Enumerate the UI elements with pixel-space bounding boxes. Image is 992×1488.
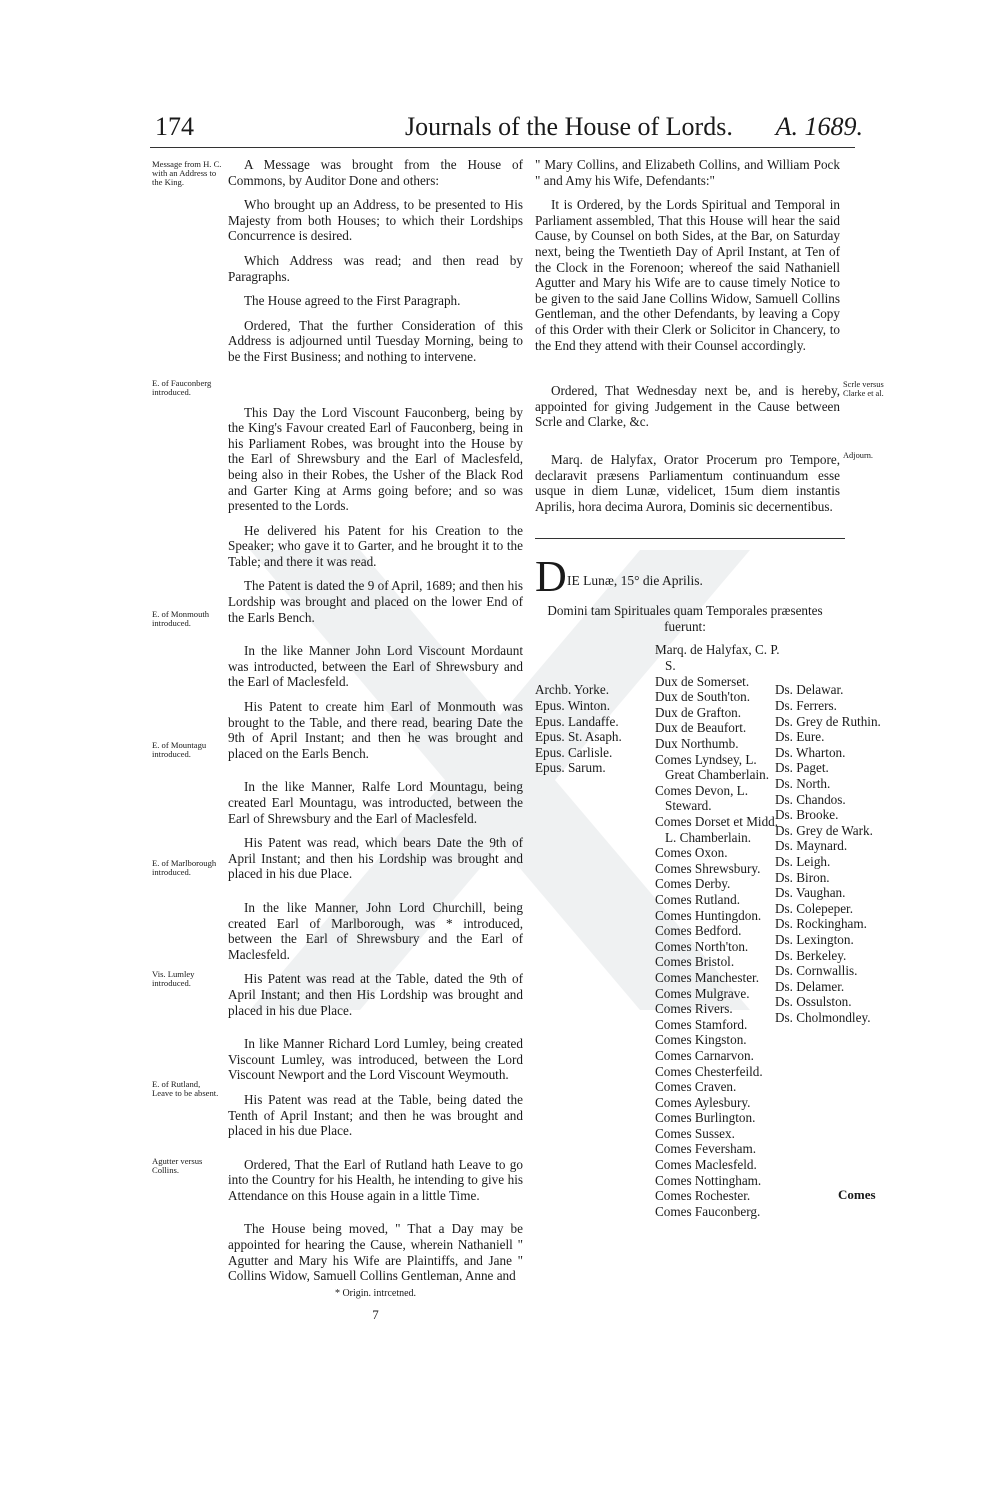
attendance-entry: Dux de Beaufort. xyxy=(655,720,747,736)
attendance-entry: Epus. Carlisle. xyxy=(535,744,613,760)
attendance-entry: Comes Shrewsbury. xyxy=(655,860,761,876)
drop-cap: D xyxy=(535,552,567,602)
page-number: 174 xyxy=(155,112,194,141)
attendance-entry: Comes Kingston. xyxy=(655,1032,747,1048)
paragraph: It is Ordered, by the Lords Spiritual and Temporal in Parliament assembled, That this House will hear the said Cause, by Counsel on both Sides, at the Bar, on Saturday next, being the Twentieth Day of April Instant, at Ten of the Clock in the Forenoon; whereof the said Nathaniell Agutter and Mary his Wife are to cause timely Notice to be given to the said Jane Collins Widow, Samuell Collins Gentleman, and the other Defendants, by leaving a Copy of this Order with their Clerk or Solicitor in Chancery, to the End they attend with their Counsel accordingly. xyxy=(535,197,840,353)
attendance-entry: Dux de Somerset. xyxy=(655,673,750,689)
attendance-entry: Ds. Brooke. xyxy=(775,807,839,823)
attendance-entry: Comes Rochester. xyxy=(655,1188,751,1204)
attendance-entry: Comes Devon, L. Steward. xyxy=(655,782,749,814)
attendance-entry: Ds. Rockingham. xyxy=(775,916,867,932)
attendance-entry: Comes Carnarvon. xyxy=(655,1047,754,1063)
attendance-entry: Comes Huntingdon. xyxy=(655,907,762,923)
paragraph: Who brought up an Address, to be presented to His Majesty from both Houses; to which their Lordships Concurrence is desired. xyxy=(228,197,523,244)
paragraph: Ordered, That the Earl of Rutland hath Leave to go into the Country for his Health, he intending to give his Attendance on this House again in a little Time. xyxy=(228,1156,523,1203)
margin-note: Agutter versus Collins. xyxy=(152,1156,203,1176)
attendance-entry: Ds. Maynard. xyxy=(775,838,848,854)
barons-list xyxy=(775,682,890,1025)
margin-note: E. of Monmouth introduced. xyxy=(152,609,210,629)
paragraph: In like Manner Richard Lord Lumley, being created Viscount Lumley, was introduced, between the Lord Viscount Newport and the Lord Viscount Weymouth. xyxy=(228,1036,523,1083)
attendance-entry: Comes Rivers. xyxy=(655,1001,733,1017)
attendance-entry: Ds. Ossulston. xyxy=(775,994,852,1010)
catchword: Comes xyxy=(838,1187,876,1202)
attendance-entry: Archb. Yorke. xyxy=(535,682,609,698)
attendance-entry: Ds. Leigh. xyxy=(775,854,831,869)
section-rule xyxy=(535,538,845,539)
attendance-entry: Ds. Chandos. xyxy=(775,791,846,807)
paragraph: The House being moved, " That a Day may be appointed for hearing the Cause, wherein Nathaniell " Agutter and Mary his Wife are Plaintiffs, and Jane " Collins Widow, Samuell Collins Gentleman, Anne and xyxy=(228,1221,523,1284)
signature-mark: 7 xyxy=(372,1307,379,1323)
attendance-entry: Dux de South'ton. xyxy=(655,689,751,705)
attendance-entry: Epus. Winton. xyxy=(535,698,611,714)
paragraph: The Patent is dated the 9 of April, 1689; and then his Lordship was brought and placed on the lower End of the Earls Bench. xyxy=(228,578,523,625)
attendance-entry: Dux Northumb. xyxy=(655,736,739,752)
attendance-entry: Comes Oxon. xyxy=(655,845,728,861)
paragraph: The House agreed to the First Paragraph. xyxy=(244,293,461,309)
attendance-entry: Ds. North. xyxy=(775,776,831,792)
paragraph: " Mary Collins, and Elizabeth Collins, and William Pock " and Amy his Wife, Defendants:" xyxy=(535,157,840,188)
attendance-entry: Comes Nottingham. xyxy=(655,1172,762,1188)
margin-note: Adjourn. xyxy=(843,451,874,460)
attendance-entry: Ds. Berkeley. xyxy=(775,947,847,963)
attendance-entry: Ds. Colepeper. xyxy=(775,900,854,916)
attendance-entry: Epus. Landaffe. xyxy=(535,713,619,729)
page-header xyxy=(155,112,863,148)
attendance-entry: Comes Stamford. xyxy=(655,1016,748,1032)
paragraph: Ordered, That Wednesday next be, and is hereby, appointed for giving Judgement in the Cause between Scrle and Clarke, &c. xyxy=(535,383,840,430)
attendance-entry: Ds. Delawar. xyxy=(775,682,844,698)
day-heading xyxy=(535,552,840,602)
margin-note: Message from H. C. with an Address to the King. xyxy=(152,159,222,188)
attendance-entry: Comes Dorset et Midd. L. Chamberlain. xyxy=(655,814,779,845)
attendance-entry: Comes Lyndsey, L. Great Chamberlain. xyxy=(655,751,769,783)
margin-note: E. of Mountagu introduced. xyxy=(152,740,207,760)
attendance-entry: Comes Fauconberg. xyxy=(655,1203,761,1219)
temporal-lords-list xyxy=(655,642,780,1219)
margin-note: Scrle versus Clarke et al. xyxy=(843,380,884,398)
attendance-entry: Dux de Grafton. xyxy=(655,704,742,720)
attendance-entry: Ds. Lexington. xyxy=(775,931,854,947)
header-rule xyxy=(150,147,855,148)
attendance-heading: Domini tam Spirituales quam Temporales præsentes fuerunt: xyxy=(547,603,823,634)
paragraph: In the like Manner, Ralfe Lord Mountagu, being created Earl Mountagu, was introducted, between the Earl of Shrewsbury and the Earl of Maclesfeld. xyxy=(228,779,523,826)
attendance-entry: Comes Mulgrave. xyxy=(655,985,750,1001)
attendance-entry: Ds. Cholmondley. xyxy=(775,1009,871,1025)
attendance-entry: Comes Rutland. xyxy=(655,891,740,907)
paragraph: Which Address was read; and then read by Paragraphs. xyxy=(228,252,523,284)
attendance-entry: Comes Derby. xyxy=(655,876,731,892)
paragraph: Ordered, That the further Consideration of this Address is adjourned until Tuesday Morning, being to be the First Business; and nothing to intervene. xyxy=(228,317,523,364)
attendance-entry: Ds. Grey de Wark. xyxy=(775,822,873,838)
attendance-entry: Epus. Sarum. xyxy=(535,760,606,776)
attendance-entry: Ds. Vaughan. xyxy=(775,885,846,901)
attendance-entry: Ds. Delamer. xyxy=(775,978,845,994)
margin-note: Vis. Lumley introduced. xyxy=(152,969,195,989)
paragraph: Marq. de Halyfax, Orator Procerum pro Tempore, declaravit præsens Parliamentum continuandum esse usque in diem Lunæ, videlicet, 15um diem instantis Aprilis, hora decima Aurora, Dominis sic decernentibus. xyxy=(535,451,840,514)
attendance-entry: Comes Feversham. xyxy=(655,1141,757,1157)
attendance-entry: Ds. Biron. xyxy=(775,869,830,885)
attendance-entry: Comes Craven. xyxy=(655,1079,737,1095)
attendance-entry: Ds. Cornwallis. xyxy=(775,963,858,979)
paragraph: This Day the Lord Viscount Fauconberg, being by the King's Favour created Earl of Fauconberg, being in his Parliament Robes, was brought into the House by the Earl of Shrewsbury and the Earl of Maclesfeld, being also in their Robes, the Usher of the Black Rod and Garter King at Arms going before; and so was presented to the Lords. xyxy=(228,404,523,514)
attendance-entry: Ds. Wharton. xyxy=(775,744,846,760)
day-heading-text: IE Lunæ, 15° die Aprilis. xyxy=(567,573,703,589)
attendance-entry: Comes Bristol. xyxy=(655,954,735,970)
attendance-entry: Ds. Eure. xyxy=(775,729,825,745)
left-column xyxy=(228,157,523,1323)
attendance-entry: Comes Bedford. xyxy=(655,923,742,939)
attendance-entry: Comes Aylesbury. xyxy=(655,1094,751,1110)
paragraph: His Patent was read at the Table, dated the 9th of April Instant; and then His Lordship was brought and placed in his due Place. xyxy=(228,971,523,1018)
paragraph: A Message was brought from the House of Commons, by Auditor Done and others: xyxy=(228,157,523,188)
attendance-entry: Comes Chesterfeild. xyxy=(655,1063,763,1079)
attendance-entry: Comes North'ton. xyxy=(655,938,749,954)
attendance-entry: Ds. Ferrers. xyxy=(775,698,837,714)
attendance-entry: Comes Maclesfeld. xyxy=(655,1157,757,1173)
attendance-entry: Comes Burlington. xyxy=(655,1110,756,1126)
footnote: * Origin. intrcetned. xyxy=(334,1287,417,1299)
attendance-entry: Comes Manchester. xyxy=(655,969,760,985)
attendance-entry: Marq. de Halyfax, C. P. S. xyxy=(655,642,780,674)
margin-note: E. of Rutland, Leave to be absent. xyxy=(152,1079,219,1099)
attendance-entry: Epus. St. Asaph. xyxy=(535,729,622,745)
attendance-entry: Ds. Paget. xyxy=(775,760,829,776)
paragraph: His Patent to create him Earl of Monmouth was brought to the Table, and there read, bearing Date the 9th of April Instant; and then he was brought and placed on the Earls Bench. xyxy=(228,699,523,761)
paragraph: His Patent was read at the Table, being dated the Tenth of April Instant; and then he was brought and placed in his due Place. xyxy=(228,1091,523,1139)
paragraph: His Patent was read, which bears Date the 9th of April Instant; and then his Lordship was brought and placed in his due Place. xyxy=(228,835,523,882)
spiritual-lords-list xyxy=(535,682,645,776)
margin-note: E. of Marlborough introduced. xyxy=(152,858,217,878)
paragraph: In the like Manner, John Lord Churchill, being created Earl of Marlborough, was * introduced, between the Earl of Shrewsbury and the Earl of Maclesfeld. xyxy=(228,899,523,962)
attendance-entry: Ds. Grey de Ruthin. xyxy=(775,713,881,729)
attendance-lists xyxy=(535,642,881,1242)
running-title: Journals of the House of Lords. xyxy=(405,112,733,141)
paragraph: He delivered his Patent for his Creation to the Speaker; who gave it to Garter, and he brought it to the Table; and there it was read. xyxy=(228,522,523,569)
margin-note: E. of Fauconberg introduced. xyxy=(152,378,212,398)
paragraph: In the like Manner John Lord Viscount Mordaunt was introducted, between the Earl of Shrewsbury and the Earl of Maclesfeld. xyxy=(228,643,523,690)
year-header: A. 1689. xyxy=(775,112,863,141)
attendance-entry: Comes Sussex. xyxy=(655,1125,735,1141)
